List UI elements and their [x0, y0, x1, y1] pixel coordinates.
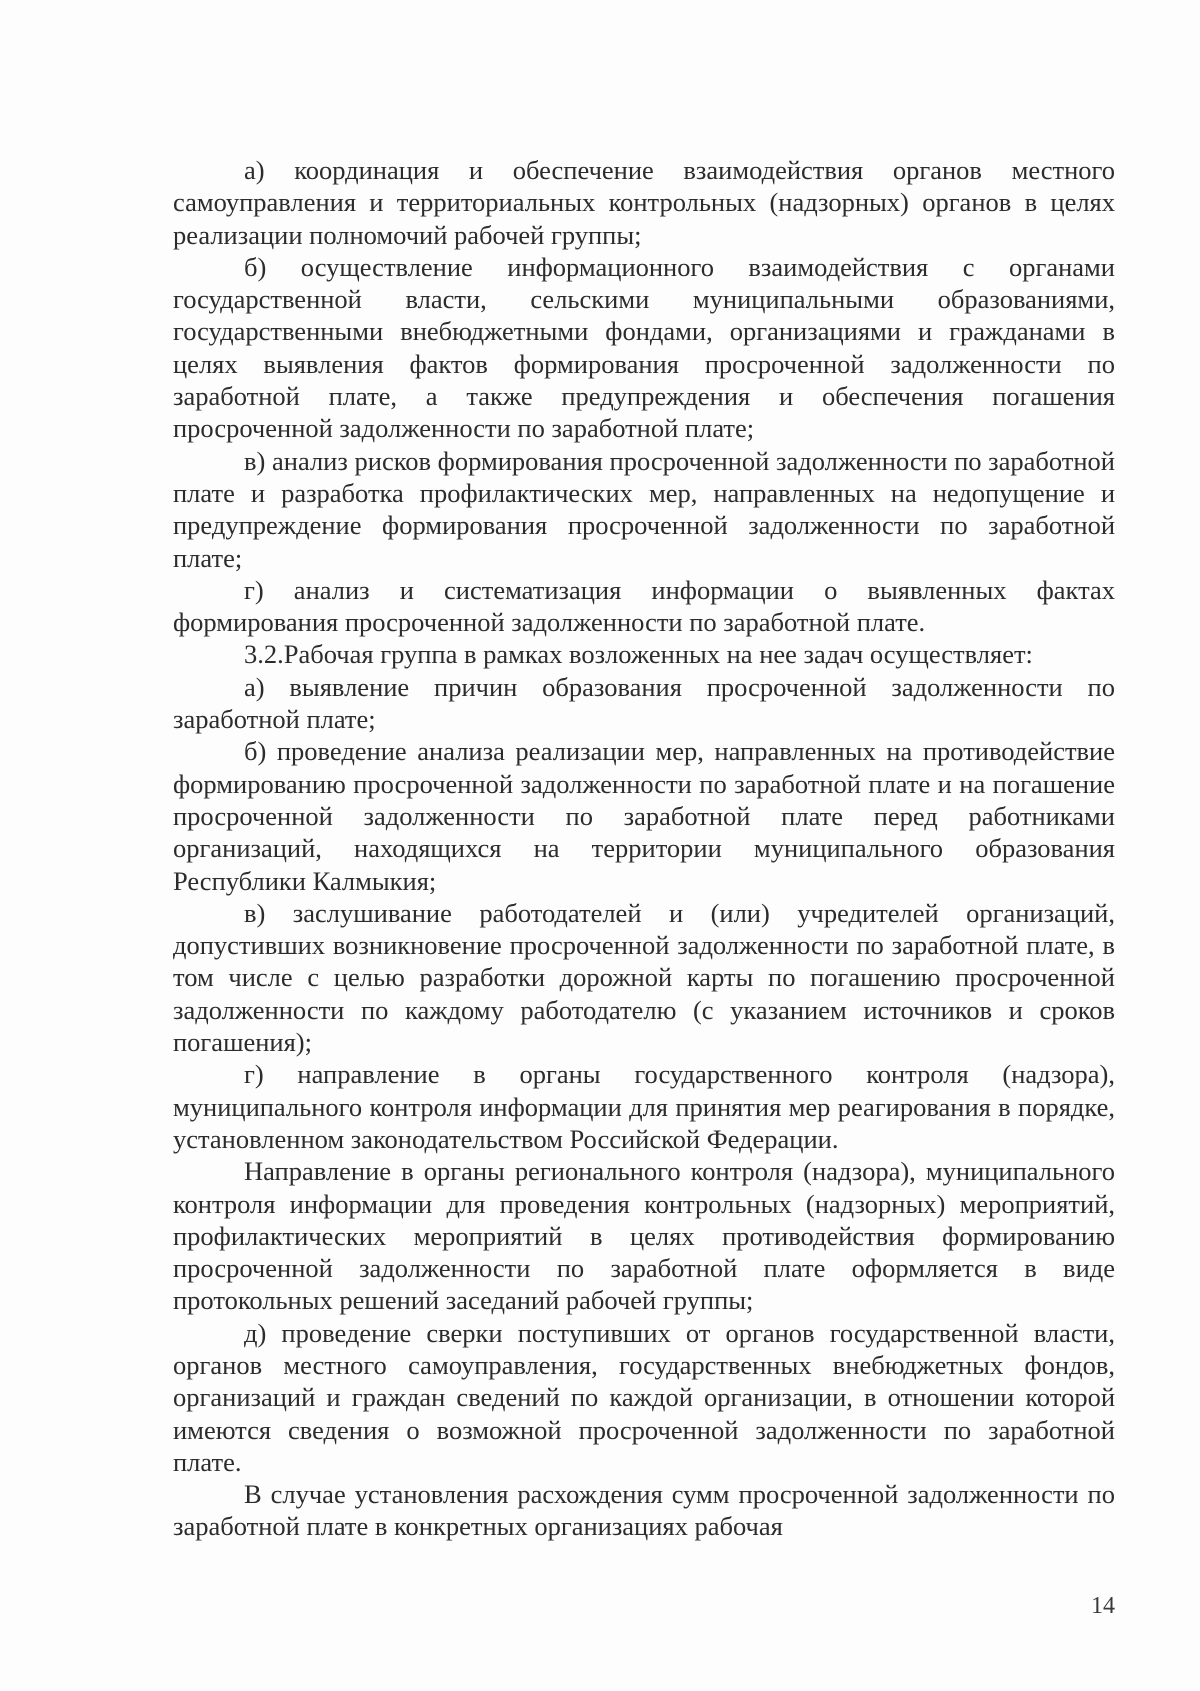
paragraph-2d: д) проведение сверки поступивших от органов государственной власти, органов местного самоуправления, государственных внебюджетных фондов, организаций и граждан сведений по каждой организации, в отношении которой имеются сведения о возможной просроченной задолженности по заработной плате. [173, 1317, 1115, 1477]
paragraph-2b: б) проведение анализа реализации мер, направленных на противодействие формированию просроченной задолженности по заработной плате и на погашение просроченной задолженности по заработной плате перед работниками организаций, находящихся на территории муниципального образования Республики Калмыкия; [173, 736, 1115, 896]
paragraph-2a: а) выявление причин образования просроченной задолженности по заработной плате; [173, 671, 1115, 735]
paragraph-1v: в) анализ рисков формирования просроченной задолженности по заработной плате и разработка профилактических мер, направленных на недопущение и предупреждение формирования просроченной задолженности по заработной плате; [173, 445, 1115, 573]
paragraph-2g: г) направление в органы государственного контроля (надзора), муниципального контроля информации для принятия мер реагирования в порядке, установленном законодательством Российской Федерации. [173, 1059, 1115, 1154]
paragraph-2v: в) заслушивание работодателей и (или) учредителей организаций, допустивших возникновение просроченной задолженности по заработной плате, в том числе с целью разработки дорожной карты по погашению просроченной задолженности по каждому работодателю (с указанием источников и сроков погашения); [173, 897, 1115, 1058]
paragraph-1a: а) координация и обеспечение взаимодействия органов местного самоуправления и территориальных контрольных (надзорных) органов в целях реализации полномочий рабочей группы; [173, 155, 1115, 250]
paragraph-discrepancy: В случае установления расхождения сумм просроченной задолженности по заработной плате в конкретных организациях рабочая [173, 1479, 1115, 1542]
paragraph-1g: г) анализ и систематизация информации о выявленных фактах формирования просроченной задолженности по заработной плате. [173, 574, 1115, 638]
paragraph-1b: б) осуществление информационного взаимодействия с органами государственной власти, сельскими муниципальными образованиями, государственными внебюджетными фондами, организациями и гражданами в целях выявления фактов формирования просроченной задолженности по заработной плате, а также предупреждения и обеспечения погашения просроченной задолженности по заработной плате; [173, 251, 1115, 444]
page-number: 14 [1091, 1593, 1115, 1619]
section-3-2-heading: 3.2.Рабочая группа в рамках возложенных на нее задач осуществляет: [244, 639, 1033, 670]
paragraph-direction: Направление в органы регионального контроля (надзора), муниципального контроля информации для проведения контрольных (надзорных) мероприятий, профилактических мероприятий в целях противодействия формированию просроченной задолженности по заработной плате оформляется в виде протокольных решений заседаний рабочей группы; [173, 1156, 1115, 1316]
document-body [173, 154, 1115, 1543]
